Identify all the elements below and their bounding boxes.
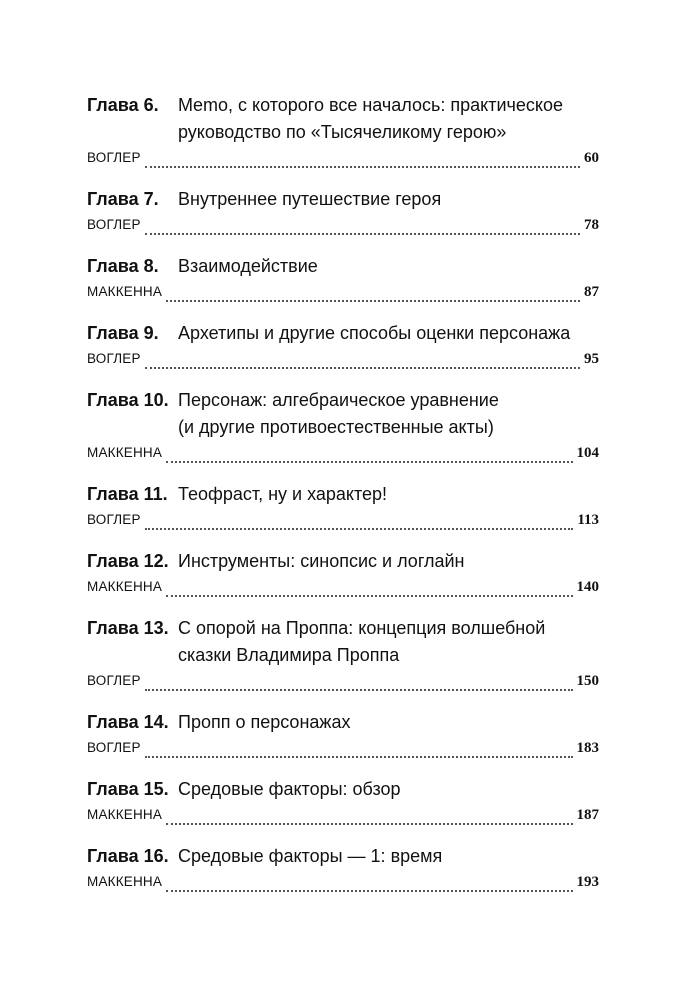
dot-leader	[145, 688, 573, 691]
chapter-title-line: (и другие противоестественные акты)	[178, 417, 494, 437]
dot-leader	[145, 165, 580, 168]
author-line	[87, 579, 599, 603]
chapter-title	[178, 776, 599, 803]
dot-leader	[145, 366, 580, 369]
chapter-title-line: Инструменты: синопсис и логлайн	[178, 551, 465, 571]
toc-entry	[87, 387, 599, 469]
chapter-author: ВОГЛЕР	[87, 217, 141, 232]
chapter-author: МАККЕННА	[87, 874, 163, 889]
chapter-heading	[87, 387, 599, 441]
dot-leader	[145, 527, 574, 530]
chapter-title	[178, 548, 599, 575]
author-line	[87, 512, 599, 536]
chapter-title-line: Средовые факторы — 1: время	[178, 846, 443, 866]
chapter-heading	[87, 709, 599, 736]
page-number: 95	[584, 351, 599, 367]
toc-entry	[87, 615, 599, 697]
chapter-title-line: Внутреннее путешествие героя	[178, 189, 442, 209]
dot-leader	[166, 594, 572, 597]
page-number: 104	[576, 445, 599, 461]
chapter-author: МАККЕННА	[87, 445, 163, 460]
chapter-label: Глава 7.	[87, 189, 159, 209]
author-line	[87, 874, 599, 898]
chapter-title-line: С опорой на Проппа: концепция волшебной	[178, 618, 546, 638]
chapter-label: Глава 9.	[87, 323, 159, 343]
chapter-heading	[87, 843, 599, 870]
toc-entry	[87, 481, 599, 536]
toc-entry	[87, 186, 599, 241]
chapter-author: ВОГЛЕР	[87, 512, 141, 527]
page-number: 78	[584, 217, 599, 233]
chapter-heading	[87, 320, 599, 347]
chapter-title	[178, 186, 599, 213]
chapter-author: МАККЕННА	[87, 284, 163, 299]
toc-entry	[87, 548, 599, 603]
author-line	[87, 351, 599, 375]
page-number: 187	[576, 807, 599, 823]
chapter-heading	[87, 253, 599, 280]
chapter-label: Глава 13.	[87, 618, 169, 638]
toc-entry	[87, 709, 599, 764]
chapter-title	[178, 320, 599, 347]
dot-leader	[166, 822, 572, 825]
chapter-title	[178, 615, 599, 669]
chapter-title	[178, 709, 599, 736]
chapter-label: Глава 6.	[87, 95, 159, 115]
page-number: 60	[584, 150, 599, 166]
page-number: 87	[584, 284, 599, 300]
chapter-title-line: Пропп о персонажах	[178, 712, 351, 732]
chapter-label: Глава 15.	[87, 779, 169, 799]
author-line	[87, 740, 599, 764]
chapter-title-line: руководство по «Тысячеликому герою»	[178, 122, 507, 142]
page-number: 183	[576, 740, 599, 756]
chapter-heading	[87, 186, 599, 213]
page-number: 150	[576, 673, 599, 689]
page-number: 193	[576, 874, 599, 890]
chapter-author: МАККЕННА	[87, 579, 163, 594]
chapter-title-line: Теофраст, ну и характер!	[178, 484, 388, 504]
dot-leader	[166, 889, 572, 892]
chapter-title-line: Средовые факторы: обзор	[178, 779, 401, 799]
chapter-title-line: Взаимодействие	[178, 256, 318, 276]
chapter-author: ВОГЛЕР	[87, 150, 141, 165]
chapter-heading	[87, 92, 599, 146]
chapter-heading	[87, 548, 599, 575]
chapter-title-line: сказки Владимира Проппа	[178, 645, 400, 665]
toc-entry	[87, 253, 599, 308]
table-of-contents	[87, 92, 599, 910]
author-line	[87, 445, 599, 469]
toc-entry	[87, 843, 599, 898]
chapter-title	[178, 253, 599, 280]
chapter-title	[178, 481, 599, 508]
chapter-heading	[87, 481, 599, 508]
toc-entry	[87, 776, 599, 831]
page-number: 140	[576, 579, 599, 595]
dot-leader	[166, 299, 580, 302]
dot-leader	[166, 460, 572, 463]
chapter-title-line: Персонаж: алгебраическое уравнение	[178, 390, 499, 410]
chapter-heading	[87, 615, 599, 669]
chapter-author: ВОГЛЕР	[87, 351, 141, 366]
page-number: 113	[577, 512, 599, 528]
author-line	[87, 807, 599, 831]
chapter-label: Глава 16.	[87, 846, 169, 866]
chapter-label: Глава 10.	[87, 390, 169, 410]
chapter-author: МАККЕННА	[87, 807, 163, 822]
author-line	[87, 284, 599, 308]
chapter-label: Глава 14.	[87, 712, 169, 732]
chapter-title-line: Архетипы и другие способы оценки персонажа	[178, 323, 571, 343]
chapter-label: Глава 12.	[87, 551, 169, 571]
chapter-heading	[87, 776, 599, 803]
dot-leader	[145, 755, 573, 758]
chapter-author: ВОГЛЕР	[87, 740, 141, 755]
toc-entry	[87, 320, 599, 375]
dot-leader	[145, 232, 580, 235]
chapter-label: Глава 11.	[87, 484, 168, 504]
chapter-label: Глава 8.	[87, 256, 159, 276]
chapter-title	[178, 92, 599, 146]
toc-entry	[87, 92, 599, 174]
author-line	[87, 673, 599, 697]
chapter-title-line: Memo, с которого все началось: практическое	[178, 95, 564, 115]
author-line	[87, 150, 599, 174]
chapter-author: ВОГЛЕР	[87, 673, 141, 688]
chapter-title	[178, 843, 599, 870]
author-line	[87, 217, 599, 241]
chapter-title	[178, 387, 599, 441]
